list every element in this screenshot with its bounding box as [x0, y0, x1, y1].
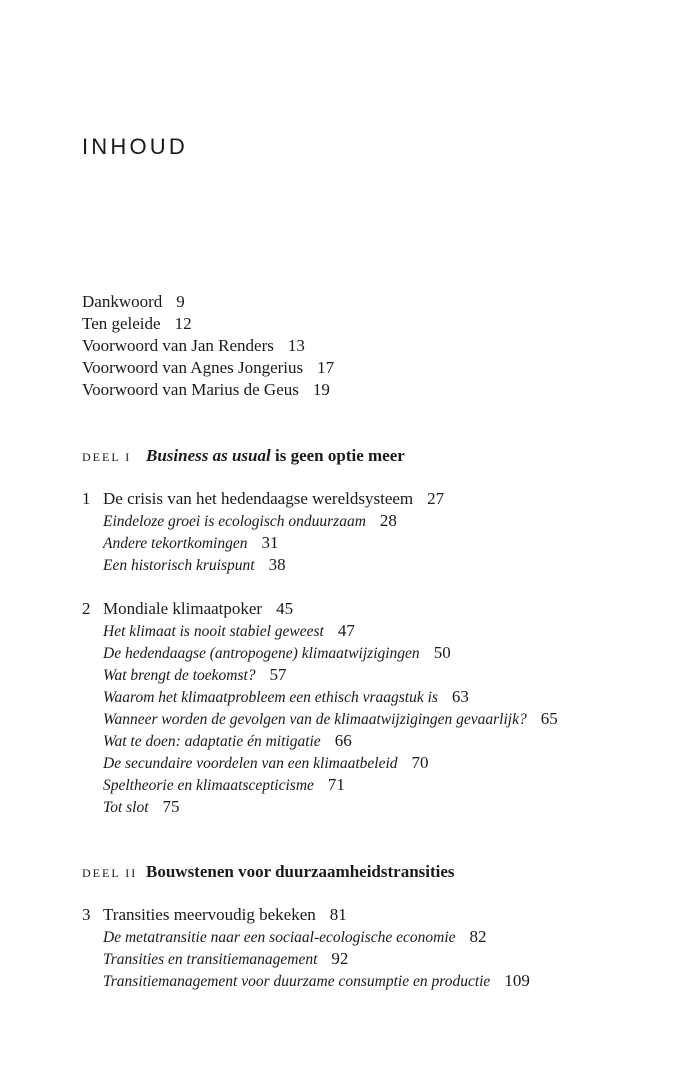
- chapter-number: 2: [82, 599, 91, 618]
- section-entry: [82, 752, 558, 774]
- section-title: Andere tekortkomingen: [103, 535, 248, 552]
- section-entry: [82, 686, 558, 708]
- part-title-rest: Bouwstenen voor duurzaamheidstransities: [146, 862, 455, 881]
- part-title-rest: is geen optie meer: [270, 446, 405, 465]
- section-entry: [82, 642, 558, 664]
- chapter-title: Transities meervoudig bekeken: [103, 905, 316, 924]
- front-matter-list: [82, 291, 334, 401]
- page-number: 65: [540, 709, 558, 728]
- page-number: 9: [176, 292, 185, 311]
- page-number: 12: [174, 314, 192, 333]
- section-entry: [82, 554, 444, 576]
- part-number: DEEL II: [82, 866, 138, 880]
- page-number: 31: [261, 533, 279, 552]
- section-title: Transitiemanagement voor duurzame consumptie en productie: [103, 973, 491, 990]
- page-number: 50: [433, 643, 451, 662]
- section-title: Transities en transitiemanagement: [103, 951, 318, 968]
- chapter-title: De crisis van het hedendaagse wereldsysteem: [103, 489, 414, 508]
- page-number: 109: [504, 971, 530, 990]
- chapter-title: Mondiale klimaatpoker: [103, 599, 263, 618]
- page-number: 81: [329, 905, 347, 924]
- part-heading-2: [82, 860, 455, 884]
- part-heading-1: [82, 444, 405, 468]
- chapter-number: 3: [82, 905, 91, 924]
- toc-entry: [82, 313, 334, 335]
- section-title: Waarom het klimaatprobleem een ethisch vraagstuk is: [103, 689, 438, 706]
- section-entry: [82, 948, 530, 970]
- chapter-heading: [82, 904, 530, 926]
- section-entry: [82, 796, 558, 818]
- entry-title: Voorwoord van Jan Renders: [82, 336, 274, 355]
- entry-title: Voorwoord van Marius de Geus: [82, 380, 299, 399]
- chapter-heading: [82, 488, 444, 510]
- entry-title: Dankwoord: [82, 292, 163, 311]
- section-title: Tot slot: [103, 799, 149, 816]
- page-number: 75: [162, 797, 180, 816]
- section-title: Wat brengt de toekomst?: [103, 667, 256, 684]
- section-entry: [82, 664, 558, 686]
- section-entry: [82, 970, 530, 992]
- section-title: Speltheorie en klimaatscepticisme: [103, 777, 314, 794]
- section-entry: [82, 620, 558, 642]
- section-title: Wat te doen: adaptatie én mitigatie: [103, 733, 321, 750]
- section-title: Eindeloze groei is ecologisch onduurzaam: [103, 513, 366, 530]
- entry-title: Voorwoord van Agnes Jongerius: [82, 358, 304, 377]
- toc-entry: [82, 379, 334, 401]
- section-title: De secundaire voordelen van een klimaatbeleid: [103, 755, 398, 772]
- page-number: 27: [427, 489, 445, 508]
- chapter-heading: [82, 598, 558, 620]
- section-title: Wanneer worden de gevolgen van de klimaatwijzigingen gevaarlijk?: [103, 711, 527, 728]
- page-title: INHOUD: [82, 134, 188, 159]
- part-title: [146, 862, 455, 881]
- section-title: Het klimaat is nooit stabiel geweest: [103, 623, 324, 640]
- page-number: 70: [411, 753, 429, 772]
- section-entry: [82, 532, 444, 554]
- page-number: 45: [276, 599, 294, 618]
- chapter-3: [82, 904, 530, 992]
- section-title: De hedendaagse (antropogene) klimaatwijzigingen: [103, 645, 420, 662]
- page-number: 63: [451, 687, 469, 706]
- chapter-number: 1: [82, 489, 91, 508]
- page-number: 92: [331, 949, 349, 968]
- page-number: 19: [312, 380, 330, 399]
- section-entry: [82, 774, 558, 796]
- section-title: Een historisch kruispunt: [103, 557, 255, 574]
- toc-entry: [82, 335, 334, 357]
- part-title-italic: Business as usual: [146, 446, 271, 465]
- page-number: 71: [327, 775, 345, 794]
- part-number: DEEL I: [82, 450, 132, 464]
- page-number: 57: [269, 665, 287, 684]
- section-entry: [82, 708, 558, 730]
- page-number: 38: [268, 555, 286, 574]
- entry-title: Ten geleide: [82, 314, 161, 333]
- page-number: 66: [334, 731, 352, 750]
- page-number: 82: [469, 927, 487, 946]
- toc-entry: [82, 357, 334, 379]
- section-entry: [82, 510, 444, 532]
- part-title: [146, 446, 405, 465]
- chapter-1: [82, 488, 444, 576]
- section-title: De metatransitie naar een sociaal-ecologische economie: [103, 929, 456, 946]
- toc-entry: [82, 291, 334, 313]
- page-number: 47: [337, 621, 355, 640]
- page-number: 28: [379, 511, 397, 530]
- page-number: 17: [317, 358, 335, 377]
- chapter-2: [82, 598, 558, 818]
- section-entry: [82, 926, 530, 948]
- page-number: 13: [287, 336, 305, 355]
- section-entry: [82, 730, 558, 752]
